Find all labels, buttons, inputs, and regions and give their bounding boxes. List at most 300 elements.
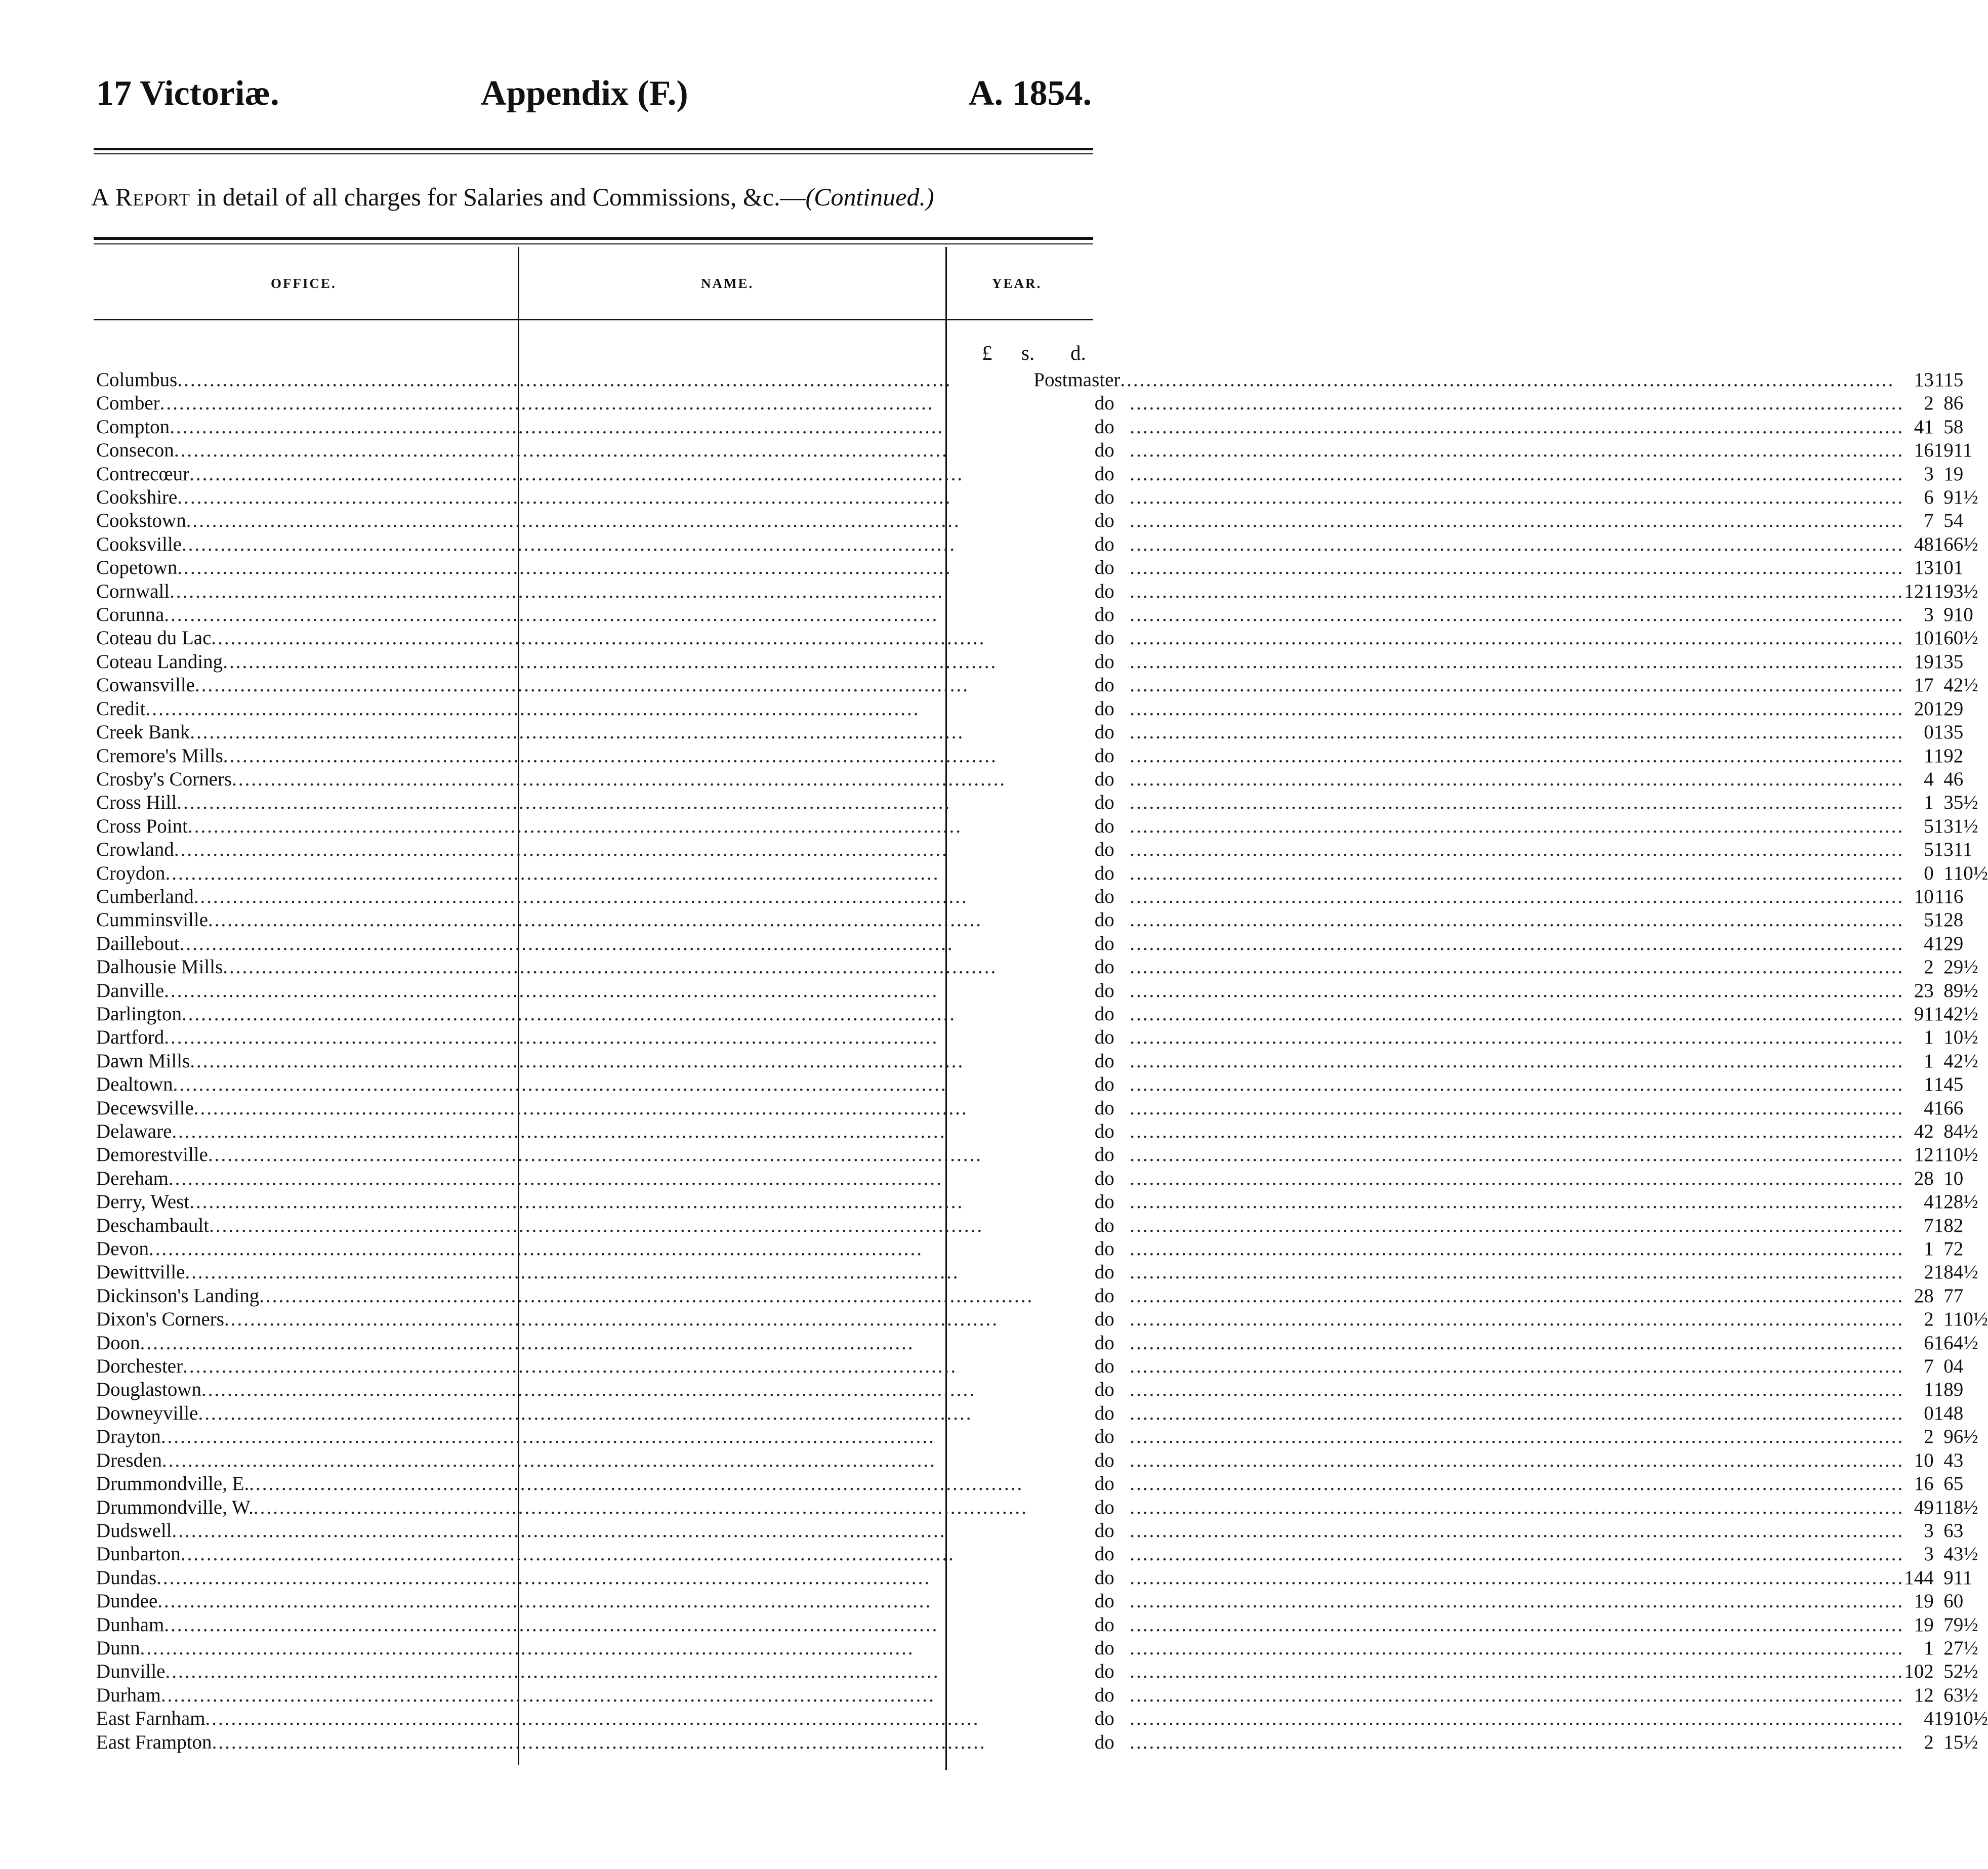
- name-cell: [1033, 862, 1904, 885]
- table-row: [96, 1472, 1988, 1496]
- office-name: Deschambault: [96, 1214, 210, 1236]
- name-cell: [1033, 1731, 1904, 1754]
- dot-leader: ........................................................................................................................: [1130, 1660, 1904, 1683]
- table-row: [96, 650, 1988, 674]
- amount-pounds: 16: [1914, 439, 1934, 462]
- dot-leader: ........................................................................................................................: [1120, 369, 1895, 391]
- dot-leader: ........................................................................................................................: [1130, 463, 1904, 485]
- amount-shillings: 0: [1943, 1355, 1954, 1378]
- amount-shillings: 5: [1943, 416, 1954, 438]
- amount-pounds: 2: [1924, 956, 1934, 978]
- office-name: Cross Hill: [96, 792, 177, 814]
- dot-leader: ........................................................................................................................: [1130, 792, 1904, 814]
- amount-pounds: 28: [1914, 1167, 1934, 1189]
- amount-pence: 6½: [1953, 533, 1978, 555]
- dot-leader: ........................................................................................................................: [160, 1684, 935, 1706]
- name-cell: [1033, 650, 1904, 674]
- table-row: [96, 1684, 1988, 1707]
- office-name: Cross Point: [96, 815, 188, 837]
- amount-shillings: 8: [1943, 1120, 1954, 1142]
- office-name: Dawn Mills: [96, 1050, 190, 1072]
- dot-leader: ........................................................................................................................: [1130, 979, 1904, 1002]
- office-name: Dereham: [96, 1167, 169, 1189]
- name-cell: [1033, 1402, 1904, 1425]
- officer-title: do: [1094, 1613, 1114, 1636]
- amount-pounds: 0: [1924, 721, 1934, 743]
- officer-title: do: [1094, 862, 1114, 884]
- table-row: [96, 1402, 1988, 1425]
- amount-shillings: 11: [1934, 1144, 1954, 1166]
- table-row: [96, 509, 1988, 532]
- amount-pounds: 19: [1914, 1613, 1934, 1636]
- office-name: Drayton: [96, 1426, 161, 1448]
- office-cell: [96, 1378, 1033, 1401]
- amount-shillings: 6: [1943, 1684, 1954, 1706]
- column-header-office: OFFICE.: [271, 276, 337, 291]
- office-name: Cooksville: [96, 533, 182, 555]
- name-cell: [1033, 1308, 1904, 1331]
- amount-pounds: 4: [1924, 1097, 1934, 1119]
- office-name: Dunbarton: [96, 1543, 181, 1565]
- amount-pence: 9: [1953, 463, 1964, 485]
- table-row: [96, 956, 1988, 979]
- officer-title: do: [1094, 1026, 1114, 1049]
- dot-leader: ........................................................................................................................: [157, 1590, 932, 1612]
- dot-leader: ........................................................................................................................: [1130, 1402, 1904, 1424]
- officer-title: do: [1094, 604, 1114, 626]
- amount-pounds: 1: [1924, 1379, 1934, 1401]
- office-cell: [96, 1332, 1033, 1355]
- table-row: [96, 1566, 1988, 1590]
- dot-leader: ........................................................................................................................: [1130, 1379, 1904, 1401]
- table-row: [96, 1261, 1988, 1284]
- running-head-appendix: Appendix (F.): [481, 74, 688, 113]
- dot-leader: ........................................................................................................................: [194, 674, 969, 696]
- office-cell: [96, 838, 1033, 861]
- name-cell: [1033, 1613, 1904, 1637]
- office-cell: [96, 368, 1033, 392]
- name-cell: [1033, 1332, 1904, 1355]
- office-cell: [96, 1449, 1033, 1472]
- office-name: Cookshire: [96, 486, 178, 509]
- name-cell: [1033, 392, 1904, 415]
- office-cell: [96, 979, 1033, 1003]
- officer-title: do: [1094, 792, 1114, 814]
- amount-pence: 4: [1953, 510, 1964, 532]
- office-cell: [96, 1402, 1033, 1425]
- amount-pence: 3½: [1953, 580, 1978, 602]
- office-name: Douglastown: [96, 1379, 201, 1401]
- office-cell: [96, 956, 1033, 979]
- amount-pounds: 2: [1924, 1426, 1934, 1448]
- dot-leader: ........................................................................................................................: [193, 885, 968, 907]
- officer-title: do: [1094, 1120, 1114, 1142]
- table-row: [96, 1120, 1988, 1143]
- table-row: [96, 815, 1988, 838]
- office-name: Columbus: [96, 369, 178, 391]
- office-name: Delaware: [96, 1120, 172, 1142]
- dot-leader: ........................................................................................................................: [1130, 956, 1904, 978]
- officer-title: Postmaster: [1033, 369, 1121, 391]
- name-cell: [1033, 463, 1904, 486]
- dot-leader: ........................................................................................................................: [140, 1332, 915, 1354]
- office-name: Cumminsville: [96, 909, 209, 931]
- name-cell: [1033, 744, 1904, 768]
- amount-shillings: 13: [1933, 650, 1954, 673]
- dot-leader: ........................................................................................................................: [160, 1426, 935, 1448]
- office-name: Contrecœur: [96, 463, 190, 485]
- dot-leader: ........................................................................................................................: [1130, 1496, 1904, 1518]
- dot-leader: ........................................................................................................................: [259, 1284, 1034, 1307]
- dot-leader: ........................................................................................................................: [1130, 1167, 1904, 1189]
- office-cell: [96, 1120, 1033, 1143]
- amount-pence: 0½: [1953, 627, 1978, 649]
- amount-shillings: 10: [1933, 557, 1954, 579]
- amount-shillings: 2: [1943, 1637, 1954, 1659]
- amount-pence: 6: [1953, 392, 1964, 414]
- dot-leader: ........................................................................................................................: [1130, 1449, 1904, 1471]
- office-name: Dickinson's Landing: [96, 1284, 260, 1307]
- officer-title: do: [1094, 1238, 1114, 1260]
- office-name: Demorestville: [96, 1144, 208, 1166]
- salary-table: [96, 368, 1988, 1754]
- dot-leader: ........................................................................................................................: [253, 1496, 1028, 1518]
- caption-rule-thick: [94, 237, 1093, 240]
- office-cell: [96, 1214, 1033, 1237]
- dot-leader: ........................................................................................................................: [208, 1144, 982, 1166]
- amount-pence: 1: [1953, 557, 1964, 579]
- amount-pence: 1½: [1953, 815, 1978, 837]
- dot-leader: ........................................................................................................................: [209, 1214, 984, 1236]
- amount-pounds: 2: [1924, 1261, 1934, 1283]
- dot-leader: ........................................................................................................................: [189, 463, 964, 485]
- dot-leader: ........................................................................................................................: [1130, 1261, 1904, 1283]
- officer-title: do: [1094, 1708, 1114, 1730]
- office-cell: [96, 768, 1033, 791]
- officer-title: do: [1094, 1496, 1114, 1518]
- officer-title: do: [1094, 392, 1114, 414]
- office-cell: [96, 674, 1033, 697]
- amount-shillings: 4: [1943, 768, 1954, 790]
- amount-pounds: 91: [1914, 1003, 1934, 1025]
- name-cell: [1033, 556, 1904, 579]
- caption-rule-thin: [94, 243, 1093, 244]
- officer-title: do: [1094, 627, 1114, 649]
- table-row: [96, 885, 1988, 908]
- officer-title: do: [1094, 839, 1114, 861]
- table-row: [96, 1143, 1988, 1167]
- office-name: Dorchester: [96, 1355, 183, 1378]
- amount-shillings: 18: [1933, 1261, 1954, 1283]
- table-row: [96, 1613, 1988, 1637]
- dot-leader: ........................................................................................................................: [177, 792, 951, 814]
- officer-title: do: [1094, 1097, 1114, 1119]
- office-name: Corunna: [96, 604, 164, 626]
- dot-leader: ........................................................................................................................: [164, 979, 939, 1002]
- amount-shillings: 9: [1943, 604, 1954, 626]
- office-name: Dunham: [96, 1613, 164, 1636]
- office-name: Darlington: [96, 1003, 182, 1025]
- office-name: Derry, West: [96, 1191, 190, 1213]
- header-rule-thick: [94, 148, 1093, 150]
- office-name: East Frampton: [96, 1731, 212, 1753]
- name-cell: [1033, 1660, 1904, 1683]
- amount-pence: 10½: [1953, 862, 1988, 884]
- office-cell: [96, 744, 1033, 768]
- amount-pounds: 13: [1914, 369, 1934, 391]
- name-cell: [1033, 1496, 1904, 1519]
- name-cell: [1033, 1472, 1904, 1496]
- office-cell: [96, 509, 1033, 532]
- name-cell: [1033, 1050, 1904, 1073]
- amount-shillings: 11: [1934, 885, 1954, 907]
- name-cell: [1033, 1449, 1904, 1472]
- amount-shillings: 1: [1943, 862, 1954, 884]
- amount-pounds: 4: [1924, 768, 1934, 790]
- dot-leader: ........................................................................................................................: [1130, 1284, 1904, 1307]
- dot-leader: ........................................................................................................................: [1130, 580, 1904, 602]
- office-cell: [96, 463, 1033, 486]
- office-cell: [96, 416, 1033, 439]
- dot-leader: ........................................................................................................................: [1130, 1355, 1904, 1378]
- amount-pounds: 41: [1914, 416, 1934, 438]
- table-row: [96, 627, 1988, 650]
- officer-title: do: [1094, 674, 1114, 696]
- amount-pounds: 16: [1914, 1473, 1934, 1495]
- amount-pence: 0½: [1953, 1026, 1978, 1049]
- dot-leader: ........................................................................................................................: [1130, 627, 1904, 649]
- amount-pence: 8: [1953, 909, 1964, 931]
- amount-pence: 0: [1953, 1590, 1964, 1612]
- amount-pounds: 12: [1914, 1684, 1934, 1706]
- dot-leader: ........................................................................................................................: [168, 1167, 943, 1189]
- amount-pence: 8½: [1953, 1496, 1978, 1518]
- name-cell: [1033, 1120, 1904, 1143]
- name-cell: [1033, 838, 1904, 861]
- dot-leader: ........................................................................................................................: [180, 1543, 955, 1565]
- office-cell: [96, 1050, 1033, 1073]
- office-cell: [96, 1143, 1033, 1167]
- amount-pounds: 48: [1914, 533, 1934, 555]
- office-cell: [96, 603, 1033, 627]
- dot-leader: ........................................................................................................................: [224, 1308, 999, 1331]
- officer-title: do: [1094, 533, 1114, 555]
- office-name: East Farnham: [96, 1708, 205, 1730]
- office-cell: [96, 1308, 1033, 1331]
- dot-leader: ........................................................................................................................: [1130, 486, 1904, 509]
- running-head-year: A. 1854.: [968, 74, 1092, 113]
- amount-pounds: 3: [1924, 463, 1934, 485]
- dot-leader: ........................................................................................................................: [1130, 557, 1904, 579]
- name-cell: [1033, 486, 1904, 509]
- officer-title: do: [1094, 768, 1114, 790]
- table-row: [96, 1308, 1988, 1331]
- dot-leader: ........................................................................................................................: [1130, 1426, 1904, 1448]
- dot-leader: ........................................................................................................................: [159, 392, 934, 414]
- amount-pence: 0: [1953, 1167, 1964, 1189]
- name-cell: [1033, 1167, 1904, 1190]
- office-cell: [96, 1237, 1033, 1261]
- name-cell: [1033, 1190, 1904, 1214]
- table-row: [96, 1026, 1988, 1049]
- name-cell: [1033, 603, 1904, 627]
- dot-leader: ........................................................................................................................: [177, 557, 952, 579]
- office-name: Cumberland: [96, 885, 194, 907]
- dot-leader: ........................................................................................................................: [1130, 674, 1904, 696]
- office-name: Compton: [96, 416, 170, 438]
- name-cell: [1033, 1543, 1904, 1566]
- office-cell: [96, 932, 1033, 956]
- table-row: [96, 1378, 1988, 1401]
- amount-pounds: 1: [1924, 1637, 1934, 1659]
- table-row: [96, 1590, 1988, 1613]
- office-cell: [96, 1167, 1033, 1190]
- dot-leader: ........................................................................................................................: [185, 1261, 960, 1283]
- dot-leader: ........................................................................................................................: [1130, 1026, 1904, 1049]
- amount-pounds: 20: [1914, 697, 1934, 720]
- name-cell: [1033, 1261, 1904, 1284]
- officer-title: do: [1094, 650, 1114, 673]
- amount-pounds: 10: [1914, 1449, 1934, 1471]
- amount-shillings: 5: [1943, 1660, 1954, 1683]
- amount-pence: 9: [1953, 1379, 1964, 1401]
- name-cell: [1033, 533, 1904, 556]
- amount-shillings: 13: [1933, 839, 1954, 861]
- office-name: Croydon: [96, 862, 165, 884]
- amount-pounds: 2: [1924, 1308, 1934, 1331]
- dot-leader: ........................................................................................................................: [1130, 909, 1904, 931]
- column-header-rule: [94, 319, 1093, 320]
- dot-leader: ........................................................................................................................: [1130, 721, 1904, 743]
- amount-shillings: 13: [1933, 815, 1954, 837]
- caption-lead: A Report: [91, 183, 190, 211]
- office-name: Daillebout: [96, 932, 180, 954]
- table-row: [96, 1425, 1988, 1448]
- amount-pence: 5: [1953, 1473, 1964, 1495]
- amount-shillings: 11: [1934, 369, 1954, 391]
- officer-title: do: [1094, 1473, 1114, 1495]
- dot-leader: ........................................................................................................................: [1130, 1731, 1904, 1753]
- amount-pence: 0½: [1953, 1144, 1978, 1166]
- officer-title: do: [1094, 1073, 1114, 1096]
- dot-leader: ........................................................................................................................: [1130, 1613, 1904, 1636]
- table-row: [96, 838, 1988, 861]
- table-row: [96, 1167, 1988, 1190]
- amount-shillings: 1: [1943, 1167, 1954, 1189]
- dot-leader: ........................................................................................................................: [1130, 1191, 1904, 1213]
- dot-leader: ........................................................................................................................: [148, 1238, 923, 1260]
- amount-shillings: 19: [1933, 580, 1954, 602]
- officer-title: do: [1094, 1261, 1114, 1283]
- pence-unit: d.: [1070, 341, 1086, 364]
- dot-leader: ........................................................................................................................: [145, 697, 920, 720]
- amount-pence: 6½: [1953, 1426, 1978, 1448]
- amount-pence: 5½: [1953, 1731, 1978, 1753]
- officer-title: do: [1094, 1144, 1114, 1166]
- amount-pounds: 1: [1924, 1050, 1934, 1072]
- office-cell: [96, 1496, 1033, 1519]
- dot-leader: ........................................................................................................................: [164, 1613, 939, 1636]
- office-cell: [96, 815, 1033, 838]
- office-cell: [96, 556, 1033, 579]
- amount-shillings: 6: [1943, 1519, 1954, 1542]
- officer-title: do: [1094, 580, 1114, 602]
- name-cell: [1033, 368, 1904, 392]
- table-row: [96, 1731, 1988, 1754]
- amount-pounds: 7: [1924, 510, 1934, 532]
- officer-title: do: [1094, 909, 1114, 931]
- office-name: Dundee: [96, 1590, 158, 1612]
- dot-leader: ........................................................................................................................: [1130, 1050, 1904, 1072]
- office-cell: [96, 1073, 1033, 1096]
- dot-leader: ........................................................................................................................: [190, 721, 965, 743]
- amount-shillings: 1: [1943, 463, 1954, 485]
- amount-pence: 4½: [1953, 1332, 1978, 1354]
- table-row: [96, 556, 1988, 579]
- dot-leader: ........................................................................................................................: [1130, 1144, 1904, 1166]
- amount-pence: 1½: [1953, 486, 1978, 509]
- dot-leader: ........................................................................................................................: [190, 1050, 965, 1072]
- office-name: Dresden: [96, 1449, 162, 1471]
- amount-shillings: 1: [1943, 1026, 1954, 1049]
- amount-shillings: 16: [1933, 1332, 1954, 1354]
- amount-shillings: 13: [1933, 721, 1954, 743]
- table-row: [96, 416, 1988, 439]
- dot-leader: ........................................................................................................................: [177, 369, 952, 391]
- caption-continued: (Continued.): [805, 183, 934, 211]
- amount-shillings: 19: [1933, 1708, 1954, 1730]
- office-cell: [96, 1425, 1033, 1448]
- officer-title: do: [1094, 510, 1114, 532]
- name-cell: [1033, 1214, 1904, 1237]
- amount-pence: 5: [1953, 650, 1964, 673]
- pounds-unit: £: [982, 341, 992, 364]
- name-cell: [1033, 1026, 1904, 1049]
- amount-shillings: 2: [1943, 956, 1954, 978]
- office-cell: [96, 439, 1033, 462]
- amount-shillings: 7: [1943, 1238, 1954, 1260]
- amount-pounds: 7: [1924, 1355, 1934, 1378]
- amount-pence: 2½: [1953, 1050, 1978, 1072]
- amount-pence: 10½: [1953, 1308, 1988, 1331]
- amount-shillings: 6: [1943, 1590, 1954, 1612]
- office-name: Dartford: [96, 1026, 164, 1049]
- office-name: Drummondville, W.: [96, 1496, 254, 1518]
- officer-title: do: [1094, 439, 1114, 462]
- amount-pence: 4: [1953, 1355, 1964, 1378]
- amount-pounds: 49: [1914, 1496, 1934, 1518]
- amount-shillings: 5: [1943, 510, 1954, 532]
- table-row: [96, 1237, 1988, 1261]
- amount-shillings: 11: [1934, 1496, 1954, 1518]
- officer-title: do: [1094, 1519, 1114, 1542]
- amount-shillings: 7: [1943, 1284, 1954, 1307]
- name-cell: [1033, 1590, 1904, 1613]
- dot-leader: ........................................................................................................................: [1130, 839, 1904, 861]
- dot-leader: ........................................................................................................................: [177, 486, 952, 509]
- amount-shillings: 19: [1933, 439, 1954, 462]
- name-cell: [1033, 1425, 1904, 1448]
- officer-title: do: [1094, 557, 1114, 579]
- amount-shillings: 14: [1933, 1073, 1954, 1096]
- dot-leader: ........................................................................................................................: [1130, 815, 1904, 837]
- dot-leader: ........................................................................................................................: [1130, 533, 1904, 555]
- office-cell: [96, 1026, 1033, 1049]
- table-row: [96, 932, 1988, 956]
- amount-pence: 7: [1953, 1284, 1964, 1307]
- dot-leader: ........................................................................................................................: [1130, 1566, 1904, 1589]
- name-cell: [1033, 580, 1904, 603]
